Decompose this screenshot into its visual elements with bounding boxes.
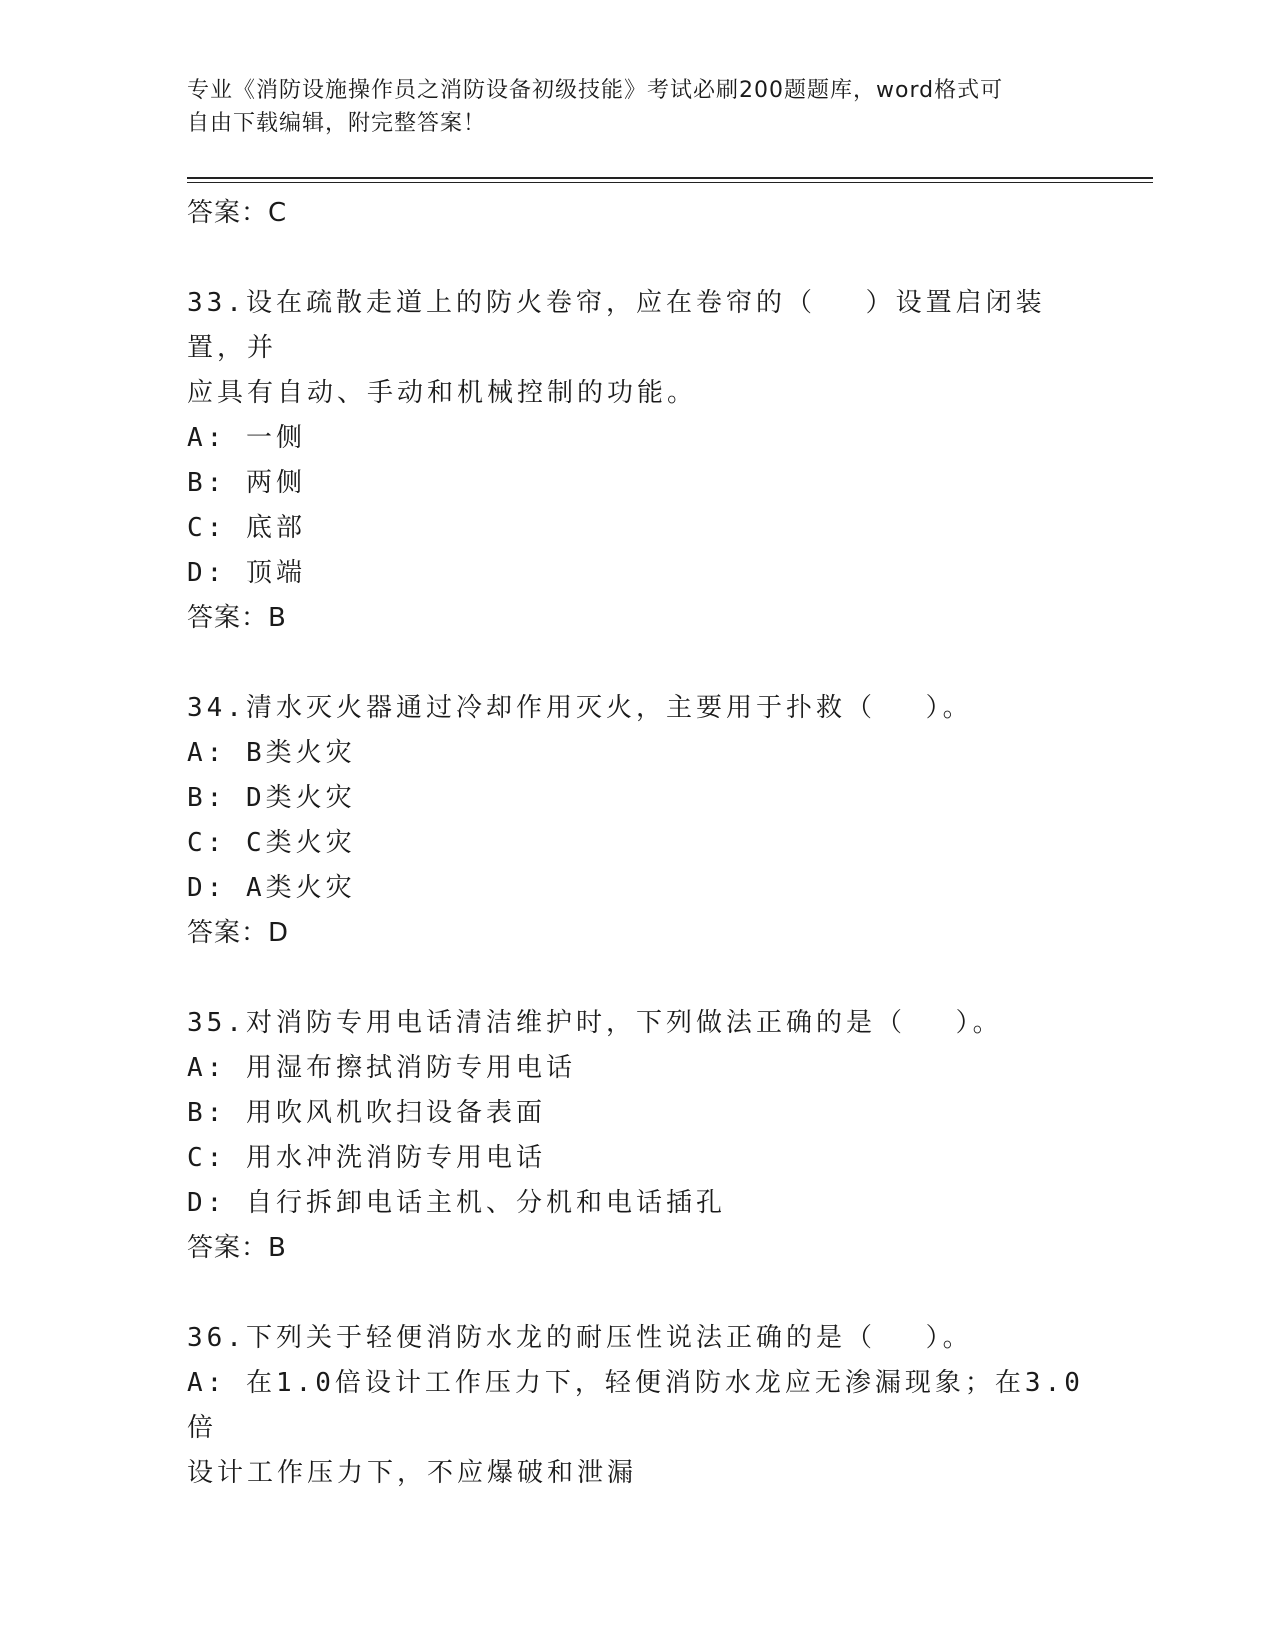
answer: 答案：D <box>187 918 290 948</box>
question-list <box>187 191 1087 1496</box>
option-b: B: D类火灾 <box>187 783 356 813</box>
option-b: B: 用吹风机吹扫设备表面 <box>187 1098 546 1128</box>
spacer <box>187 956 1087 1001</box>
option-d: D: 自行拆卸电话主机、分机和电话插孔 <box>187 1188 726 1218</box>
spacer <box>187 236 1087 281</box>
option-b: B: 两侧 <box>187 468 306 498</box>
option-a: A: 在1.0倍设计工作压力下，轻便消防水龙应无渗漏现象；在3.0倍 <box>187 1368 1084 1443</box>
question-stem-continued: 应具有自动、手动和机械控制的功能。 <box>187 378 698 408</box>
document-header <box>187 74 1087 140</box>
header-divider-thick <box>187 177 1153 179</box>
option-a: A: B类火灾 <box>187 738 356 768</box>
question-35 <box>187 1001 1087 1271</box>
option-d: D: 顶端 <box>187 558 306 588</box>
question-34 <box>187 686 1087 956</box>
option-a: A: 一侧 <box>187 423 306 453</box>
option-a-continued: 设计工作压力下，不应爆破和泄漏 <box>187 1458 638 1488</box>
question-36 <box>187 1316 1087 1496</box>
question-33 <box>187 281 1087 641</box>
header-divider-thin <box>187 182 1153 183</box>
header-line-2: 自由下载编辑，附完整答案！ <box>187 111 487 136</box>
spacer <box>187 641 1087 686</box>
option-c: C: C类火灾 <box>187 828 356 858</box>
question-stem: 34.清水灭火器通过冷却作用灭火，主要用于扑救（ ）。 <box>187 693 973 723</box>
question-stem: 33.设在疏散走道上的防火卷帘，应在卷帘的（ ）设置启闭装置，并 <box>187 288 1046 363</box>
previous-answer: 答案：C <box>187 198 288 228</box>
option-a: A: 用湿布擦拭消防专用电话 <box>187 1053 576 1083</box>
answer: 答案：B <box>187 1233 287 1263</box>
question-stem: 35.对消防专用电话清洁维护时，下列做法正确的是（ ）。 <box>187 1008 1003 1038</box>
question-stem: 36.下列关于轻便消防水龙的耐压性说法正确的是（ ）。 <box>187 1323 973 1353</box>
header-line-1: 专业《消防设施操作员之消防设备初级技能》考试必刷200题题库，word格式可 <box>187 78 1004 103</box>
option-d: D: A类火灾 <box>187 873 356 903</box>
option-c: C: 底部 <box>187 513 306 543</box>
answer: 答案：B <box>187 603 287 633</box>
option-c: C: 用水冲洗消防专用电话 <box>187 1143 546 1173</box>
spacer <box>187 1271 1087 1316</box>
